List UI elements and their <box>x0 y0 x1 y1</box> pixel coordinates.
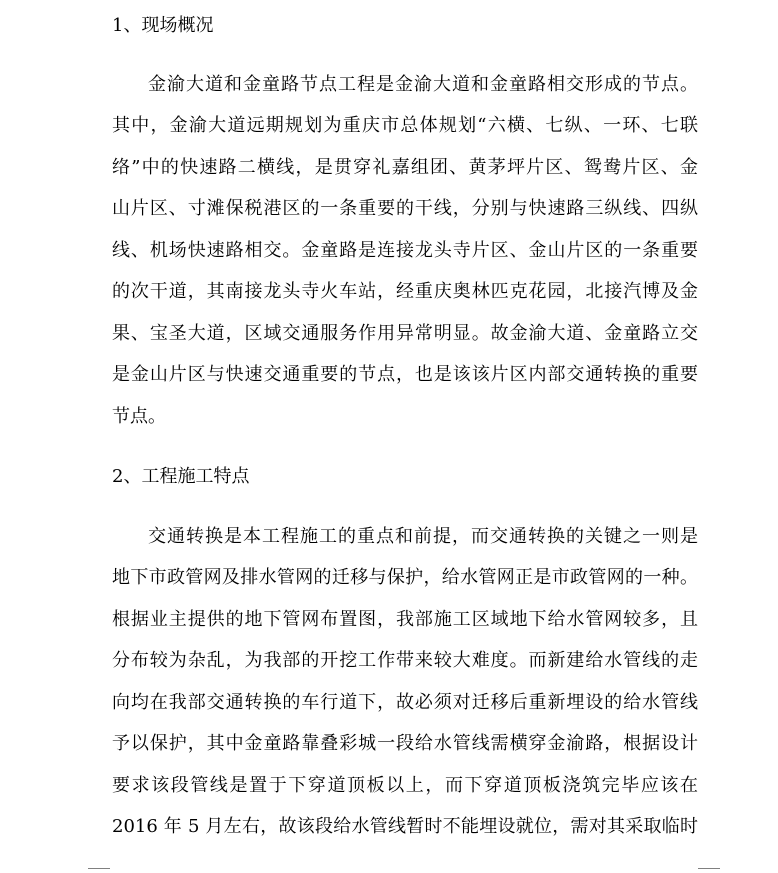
section-2-line-3: 根据业主提供的地下管网布置图，我部施工区域地下给水管网较多，且 <box>112 609 698 630</box>
page-corner-mark-right <box>698 868 720 869</box>
section-1-line-9: 节点。 <box>112 406 166 427</box>
section-1-line-7: 果、宝圣大道，区域交通服务作用异常明显。故金渝大道、金童路立交 <box>112 323 698 344</box>
section-1-line-1: 金渝大道和金童路节点工程是金渝大道和金童路相交形成的节点。 <box>148 74 698 95</box>
section-2-line-1: 交通转换是本工程施工的重点和前提，而交通转换的关键之一则是 <box>148 526 698 547</box>
section-2-line-2: 地下市政管网及排水管网的迁移与保护，给水管网正是市政管网的一种。 <box>112 567 698 588</box>
page-corner-mark-left <box>88 868 110 869</box>
section-1-heading: 1、现场概况 <box>112 15 214 36</box>
section-2-line-6: 予以保护，其中金童路靠叠彩城一段给水管线需横穿金渝路，根据设计 <box>112 733 698 754</box>
section-2-line-4: 分布较为杂乱，为我部的开挖工作带来较大难度。而新建给水管线的走 <box>112 650 698 671</box>
section-1-line-3: 络”中的快速路二横线，是贯穿礼嘉组团、黄茅坪片区、鸳鸯片区、金 <box>112 157 698 178</box>
section-2-heading: 2、工程施工特点 <box>112 466 250 487</box>
section-1-line-6: 的次干道，其南接龙头寺火车站，经重庆奥林匹克花园，北接汽博及金 <box>112 281 698 302</box>
section-2-line-5: 向均在我部交通转换的车行道下，故必须对迁移后重新埋设的给水管线 <box>112 692 698 713</box>
section-1-line-4: 山片区、寸滩保税港区的一条重要的干线，分别与快速路三纵线、四纵 <box>112 198 698 219</box>
section-1-line-5: 线、机场快速路相交。金童路是连接龙头寺片区、金山片区的一条重要 <box>112 240 698 261</box>
section-2-line-7: 要求该段管线是置于下穿道顶板以上，而下穿道顶板浇筑完毕应该在 <box>112 775 698 796</box>
section-2-line-8: 2016 年 5 月左右，故该段给水管线暂时不能埋设就位，需对其采取临时 <box>112 816 698 837</box>
section-1-line-8: 是金山片区与快速交通重要的节点，也是该该片区内部交通转换的重要 <box>112 364 698 385</box>
section-1-line-2: 其中，金渝大道远期规划为重庆市总体规划“六横、七纵、一环、七联 <box>112 115 698 136</box>
